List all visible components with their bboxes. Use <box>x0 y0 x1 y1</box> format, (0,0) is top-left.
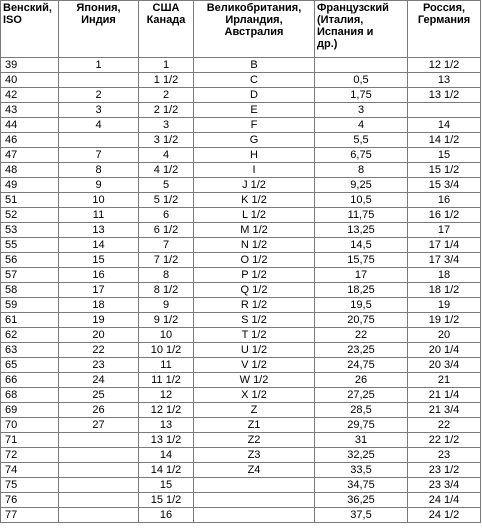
table-row <box>1 313 481 328</box>
table-row <box>1 253 481 268</box>
cell-french: 28,5 <box>315 403 408 418</box>
cell-japan-india <box>59 73 139 88</box>
cell-vienna-iso: 65 <box>1 358 59 373</box>
column-header-french <box>315 1 408 58</box>
cell-vienna-iso: 52 <box>1 208 59 223</box>
table-row <box>1 463 481 478</box>
cell-russia-germany: 21 3/4 <box>408 403 481 418</box>
column-header-line: Венский, <box>3 2 52 14</box>
cell-vienna-iso: 75 <box>1 478 59 493</box>
cell-russia-germany: 15 3/4 <box>408 178 481 193</box>
cell-russia-germany: 21 1/4 <box>408 388 481 403</box>
cell-usa-canada: 1 1/2 <box>139 73 194 88</box>
cell-japan-india: 13 <box>59 223 139 238</box>
cell-japan-india: 17 <box>59 283 139 298</box>
cell-uk-ireland-australia <box>194 478 315 493</box>
cell-usa-canada: 4 1/2 <box>139 163 194 178</box>
table-row <box>1 418 481 433</box>
table-row <box>1 193 481 208</box>
cell-japan-india <box>59 433 139 448</box>
cell-uk-ireland-australia: V 1/2 <box>194 358 315 373</box>
cell-usa-canada: 3 1/2 <box>139 133 194 148</box>
column-header-line: США <box>152 2 180 14</box>
cell-japan-india: 11 <box>59 208 139 223</box>
cell-russia-germany: 21 <box>408 373 481 388</box>
cell-vienna-iso: 49 <box>1 178 59 193</box>
cell-usa-canada: 2 1/2 <box>139 103 194 118</box>
cell-uk-ireland-australia: R 1/2 <box>194 298 315 313</box>
cell-russia-germany: 24 1/4 <box>408 493 481 508</box>
column-header-japan-india <box>59 1 139 58</box>
cell-french: 0,5 <box>315 73 408 88</box>
cell-vienna-iso: 53 <box>1 223 59 238</box>
cell-french: 32,25 <box>315 448 408 463</box>
cell-french: 3 <box>315 103 408 118</box>
cell-french: 1,75 <box>315 88 408 103</box>
column-header-line: Россия, <box>422 2 466 14</box>
column-header-line: Великобритания, <box>206 2 302 14</box>
cell-usa-canada: 9 1/2 <box>139 313 194 328</box>
cell-russia-germany: 16 1/2 <box>408 208 481 223</box>
cell-usa-canada: 15 1/2 <box>139 493 194 508</box>
cell-vienna-iso: 58 <box>1 283 59 298</box>
cell-uk-ireland-australia <box>194 493 315 508</box>
column-header-vienna-iso <box>1 1 59 58</box>
table-row <box>1 508 481 523</box>
cell-russia-germany: 23 <box>408 448 481 463</box>
cell-uk-ireland-australia: T 1/2 <box>194 328 315 343</box>
table-row <box>1 103 481 118</box>
cell-russia-germany: 16 <box>408 193 481 208</box>
cell-vienna-iso: 76 <box>1 493 59 508</box>
cell-french: 17 <box>315 268 408 283</box>
cell-french: 34,75 <box>315 478 408 493</box>
cell-usa-canada: 9 <box>139 298 194 313</box>
cell-japan-india: 25 <box>59 388 139 403</box>
cell-uk-ireland-australia: O 1/2 <box>194 253 315 268</box>
cell-french: 33,5 <box>315 463 408 478</box>
cell-french: 29,75 <box>315 418 408 433</box>
cell-russia-germany: 12 1/2 <box>408 58 481 73</box>
cell-french: 13,25 <box>315 223 408 238</box>
cell-vienna-iso: 44 <box>1 118 59 133</box>
cell-japan-india <box>59 508 139 523</box>
table-row <box>1 268 481 283</box>
cell-uk-ireland-australia: Q 1/2 <box>194 283 315 298</box>
column-header-line: Япония, <box>76 2 121 14</box>
cell-uk-ireland-australia: E <box>194 103 315 118</box>
cell-russia-germany: 15 1/2 <box>408 163 481 178</box>
cell-uk-ireland-australia: M 1/2 <box>194 223 315 238</box>
table-row <box>1 88 481 103</box>
cell-vienna-iso: 42 <box>1 88 59 103</box>
table-row <box>1 493 481 508</box>
cell-usa-canada: 13 <box>139 418 194 433</box>
cell-uk-ireland-australia: C <box>194 73 315 88</box>
column-header-line: Канада <box>146 14 186 26</box>
table-row <box>1 118 481 133</box>
cell-japan-india: 20 <box>59 328 139 343</box>
cell-russia-germany: 22 1/2 <box>408 433 481 448</box>
cell-french: 6,75 <box>315 148 408 163</box>
table-header <box>1 1 481 58</box>
cell-vienna-iso: 59 <box>1 298 59 313</box>
cell-japan-india: 14 <box>59 238 139 253</box>
cell-uk-ireland-australia: F <box>194 118 315 133</box>
cell-usa-canada: 7 1/2 <box>139 253 194 268</box>
table-row <box>1 373 481 388</box>
cell-uk-ireland-australia: Z4 <box>194 463 315 478</box>
cell-vienna-iso: 56 <box>1 253 59 268</box>
cell-russia-germany: 20 1/4 <box>408 343 481 358</box>
column-header-line: Ирландия, <box>225 14 283 26</box>
table-row <box>1 328 481 343</box>
cell-uk-ireland-australia: W 1/2 <box>194 373 315 388</box>
cell-uk-ireland-australia: H <box>194 148 315 163</box>
cell-french: 10,5 <box>315 193 408 208</box>
cell-russia-germany: 18 <box>408 268 481 283</box>
cell-uk-ireland-australia: Z2 <box>194 433 315 448</box>
table-row <box>1 448 481 463</box>
cell-uk-ireland-australia: B <box>194 58 315 73</box>
cell-vienna-iso: 77 <box>1 508 59 523</box>
table-row <box>1 358 481 373</box>
table-row <box>1 433 481 448</box>
column-header-line: (Италия, <box>317 14 364 26</box>
cell-japan-india: 19 <box>59 313 139 328</box>
column-header-line: Индия <box>81 14 116 26</box>
header-row <box>1 1 481 58</box>
cell-japan-india: 16 <box>59 268 139 283</box>
cell-russia-germany: 23 3/4 <box>408 478 481 493</box>
cell-russia-germany: 22 <box>408 418 481 433</box>
column-header-usa-canada <box>139 1 194 58</box>
cell-usa-canada: 11 1/2 <box>139 373 194 388</box>
cell-russia-germany: 18 1/2 <box>408 283 481 298</box>
column-header-line: Испания и <box>317 26 374 38</box>
cell-vienna-iso: 69 <box>1 403 59 418</box>
cell-uk-ireland-australia: S 1/2 <box>194 313 315 328</box>
cell-french: 8 <box>315 163 408 178</box>
cell-usa-canada: 6 <box>139 208 194 223</box>
column-header-uk-ireland-australia <box>194 1 315 58</box>
cell-french: 19,5 <box>315 298 408 313</box>
cell-usa-canada: 2 <box>139 88 194 103</box>
cell-japan-india: 18 <box>59 298 139 313</box>
cell-vienna-iso: 39 <box>1 58 59 73</box>
table-row <box>1 238 481 253</box>
table-row <box>1 133 481 148</box>
cell-usa-canada: 14 <box>139 448 194 463</box>
cell-vienna-iso: 72 <box>1 448 59 463</box>
cell-usa-canada: 8 <box>139 268 194 283</box>
cell-uk-ireland-australia: D <box>194 88 315 103</box>
cell-uk-ireland-australia: L 1/2 <box>194 208 315 223</box>
cell-japan-india <box>59 493 139 508</box>
cell-russia-germany: 19 <box>408 298 481 313</box>
cell-french: 11,75 <box>315 208 408 223</box>
table-row <box>1 298 481 313</box>
cell-japan-india: 15 <box>59 253 139 268</box>
cell-uk-ireland-australia: U 1/2 <box>194 343 315 358</box>
cell-russia-germany: 13 <box>408 73 481 88</box>
cell-russia-germany: 19 1/2 <box>408 313 481 328</box>
cell-vienna-iso: 68 <box>1 388 59 403</box>
cell-vienna-iso: 55 <box>1 238 59 253</box>
cell-french: 20,75 <box>315 313 408 328</box>
cell-japan-india <box>59 463 139 478</box>
cell-japan-india: 3 <box>59 103 139 118</box>
table-row <box>1 223 481 238</box>
cell-japan-india: 22 <box>59 343 139 358</box>
cell-usa-canada: 12 <box>139 388 194 403</box>
cell-vienna-iso: 43 <box>1 103 59 118</box>
cell-usa-canada: 10 <box>139 328 194 343</box>
cell-japan-india <box>59 478 139 493</box>
cell-french: 15,75 <box>315 253 408 268</box>
cell-japan-india: 23 <box>59 358 139 373</box>
cell-usa-canada: 13 1/2 <box>139 433 194 448</box>
cell-french: 5,5 <box>315 133 408 148</box>
cell-usa-canada: 7 <box>139 238 194 253</box>
cell-vienna-iso: 46 <box>1 133 59 148</box>
cell-japan-india: 24 <box>59 373 139 388</box>
cell-vienna-iso: 57 <box>1 268 59 283</box>
cell-french <box>315 58 408 73</box>
cell-vienna-iso: 51 <box>1 193 59 208</box>
cell-usa-canada: 11 <box>139 358 194 373</box>
cell-french: 36,25 <box>315 493 408 508</box>
cell-japan-india: 2 <box>59 88 139 103</box>
cell-usa-canada: 4 <box>139 148 194 163</box>
cell-vienna-iso: 62 <box>1 328 59 343</box>
table-row <box>1 478 481 493</box>
table-row <box>1 73 481 88</box>
cell-french: 37,5 <box>315 508 408 523</box>
cell-uk-ireland-australia: Z3 <box>194 448 315 463</box>
cell-vienna-iso: 63 <box>1 343 59 358</box>
cell-russia-germany: 23 1/2 <box>408 463 481 478</box>
cell-japan-india: 26 <box>59 403 139 418</box>
cell-russia-germany: 17 3/4 <box>408 253 481 268</box>
table-row <box>1 163 481 178</box>
cell-french: 24,75 <box>315 358 408 373</box>
cell-french: 23,25 <box>315 343 408 358</box>
cell-japan-india <box>59 448 139 463</box>
cell-russia-germany: 20 <box>408 328 481 343</box>
cell-french: 27,25 <box>315 388 408 403</box>
cell-vienna-iso: 47 <box>1 148 59 163</box>
cell-russia-germany: 17 <box>408 223 481 238</box>
cell-usa-canada: 15 <box>139 478 194 493</box>
cell-uk-ireland-australia: N 1/2 <box>194 238 315 253</box>
cell-usa-canada: 10 1/2 <box>139 343 194 358</box>
column-header-line: Австралия <box>224 26 284 38</box>
cell-french: 22 <box>315 328 408 343</box>
cell-uk-ireland-australia: P 1/2 <box>194 268 315 283</box>
cell-usa-canada: 8 1/2 <box>139 283 194 298</box>
cell-uk-ireland-australia: J 1/2 <box>194 178 315 193</box>
cell-french: 31 <box>315 433 408 448</box>
column-header-russia-germany <box>408 1 481 58</box>
cell-uk-ireland-australia: I <box>194 163 315 178</box>
cell-japan-india: 9 <box>59 178 139 193</box>
table-row <box>1 403 481 418</box>
table-row <box>1 178 481 193</box>
cell-french: 4 <box>315 118 408 133</box>
cell-uk-ireland-australia <box>194 508 315 523</box>
cell-vienna-iso: 71 <box>1 433 59 448</box>
cell-japan-india: 7 <box>59 148 139 163</box>
cell-russia-germany: 24 1/2 <box>408 508 481 523</box>
cell-uk-ireland-australia: X 1/2 <box>194 388 315 403</box>
cell-french: 26 <box>315 373 408 388</box>
cell-vienna-iso: 40 <box>1 73 59 88</box>
column-header-line: ISO <box>3 14 22 26</box>
table-row <box>1 58 481 73</box>
table-row <box>1 283 481 298</box>
column-header-line: Французский <box>317 2 389 14</box>
cell-uk-ireland-australia: K 1/2 <box>194 193 315 208</box>
table-row <box>1 148 481 163</box>
cell-usa-canada: 12 1/2 <box>139 403 194 418</box>
cell-vienna-iso: 61 <box>1 313 59 328</box>
cell-usa-canada: 3 <box>139 118 194 133</box>
cell-french: 9,25 <box>315 178 408 193</box>
cell-vienna-iso: 66 <box>1 373 59 388</box>
column-header-line: Германия <box>417 14 471 26</box>
cell-russia-germany: 14 <box>408 118 481 133</box>
cell-japan-india: 27 <box>59 418 139 433</box>
cell-french: 14,5 <box>315 238 408 253</box>
cell-french: 18,25 <box>315 283 408 298</box>
cell-russia-germany: 13 1/2 <box>408 88 481 103</box>
cell-russia-germany: 15 <box>408 148 481 163</box>
cell-uk-ireland-australia: Z <box>194 403 315 418</box>
cell-russia-germany <box>408 103 481 118</box>
cell-usa-canada: 6 1/2 <box>139 223 194 238</box>
cell-usa-canada: 16 <box>139 508 194 523</box>
table-row <box>1 388 481 403</box>
cell-vienna-iso: 74 <box>1 463 59 478</box>
cell-russia-germany: 17 1/4 <box>408 238 481 253</box>
table-row <box>1 343 481 358</box>
cell-japan-india: 10 <box>59 193 139 208</box>
cell-russia-germany: 14 1/2 <box>408 133 481 148</box>
cell-uk-ireland-australia: G <box>194 133 315 148</box>
cell-usa-canada: 5 1/2 <box>139 193 194 208</box>
table-body <box>1 58 481 523</box>
cell-uk-ireland-australia: Z1 <box>194 418 315 433</box>
cell-japan-india <box>59 133 139 148</box>
cell-japan-india: 8 <box>59 163 139 178</box>
cell-vienna-iso: 48 <box>1 163 59 178</box>
table-row <box>1 208 481 223</box>
cell-vienna-iso: 70 <box>1 418 59 433</box>
cell-japan-india: 1 <box>59 58 139 73</box>
cell-usa-canada: 14 1/2 <box>139 463 194 478</box>
cell-russia-germany: 20 3/4 <box>408 358 481 373</box>
column-header-line: др.) <box>317 38 338 50</box>
cell-japan-india: 4 <box>59 118 139 133</box>
cell-usa-canada: 1 <box>139 58 194 73</box>
cell-usa-canada: 5 <box>139 178 194 193</box>
